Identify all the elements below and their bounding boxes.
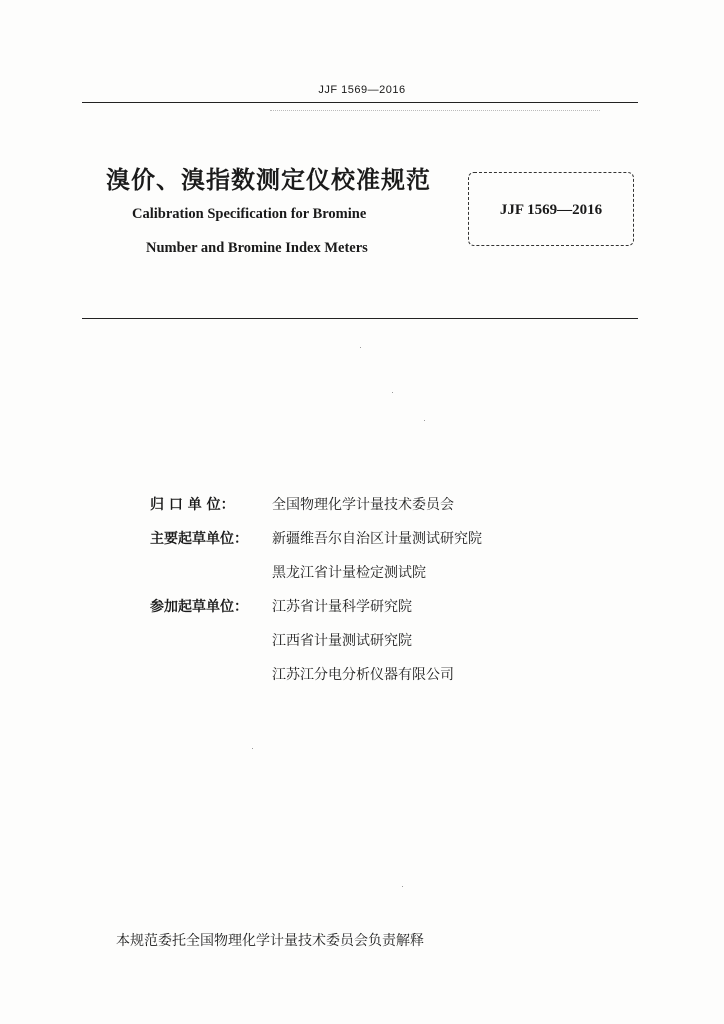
title-english-line2: Number and Bromine Index Meters: [146, 240, 368, 256]
title-english-line1: Calibration Specification for Bromine: [132, 206, 367, 222]
interpretation-note: 本规范委托全国物理化学计量技术委员会负责解释: [116, 933, 424, 949]
scan-speck: [424, 420, 425, 421]
participating-drafting-unit: 江西省计量测试研究院: [272, 633, 412, 649]
participating-drafting-unit: 江苏江分电分析仪器有限公司: [272, 667, 454, 683]
main-drafting-unit: 黑龙江省计量检定测试院: [272, 565, 426, 581]
main-drafting-unit: 新疆维吾尔自治区计量测试研究院: [272, 531, 482, 547]
participating-drafting-unit: 江苏省计量科学研究院: [272, 599, 412, 615]
main-drafting-label: 主要起草单位：: [150, 531, 248, 547]
responsible-unit-label: 归 口 单 位：: [150, 497, 235, 513]
top-rule: [82, 102, 638, 103]
middle-rule: [82, 318, 638, 319]
scan-speck: [402, 886, 403, 887]
participating-drafting-label: 参加起草单位：: [150, 599, 248, 615]
scan-speck: [360, 347, 361, 348]
scan-dots-rule: [270, 110, 600, 111]
scan-speck: [392, 392, 393, 393]
header-standard-code: JJF 1569—2016: [318, 84, 406, 96]
scan-speck: [252, 748, 253, 749]
standard-code-box-text: JJF 1569—2016: [499, 202, 603, 218]
responsible-unit: 全国物理化学计量技术委员会: [272, 497, 454, 513]
title-chinese: 溴价、溴指数测定仪校准规范: [106, 166, 431, 194]
